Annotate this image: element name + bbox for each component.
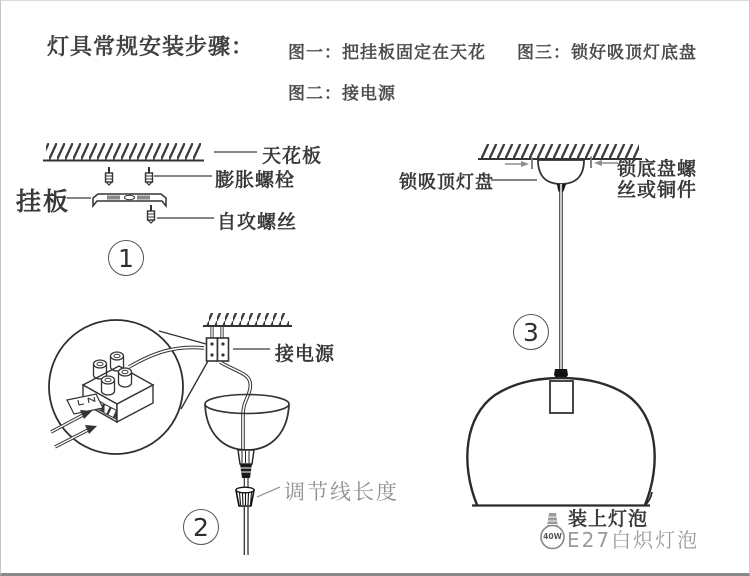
label-connect-power: 接电源	[275, 343, 336, 365]
caption-fig2: 图二：接电源	[288, 84, 396, 104]
ceiling-hatch-icon	[478, 144, 642, 159]
pendant-cord-icon	[244, 506, 248, 555]
canopy-cup-icon	[205, 395, 289, 451]
caption-fig3: 图三：锁好吸顶灯底盘	[517, 43, 697, 63]
ceiling-hatch-icon	[203, 313, 292, 326]
self-tapping-screw-icon	[148, 205, 155, 223]
cord-adjuster-icon	[236, 487, 254, 506]
label-expansion-bolt: 膨胀螺栓	[215, 169, 296, 191]
expansion-bolt-icon	[106, 167, 153, 185]
wire-arrows-icon	[51, 410, 97, 447]
magnifier-pointer-line	[181, 361, 208, 409]
fig3-diagram	[467, 144, 654, 549]
label-ceiling-board: 天花板	[262, 145, 323, 167]
page-title: 灯具常规安装步骤：	[47, 35, 255, 60]
label-self-tapping-screw: 自攻螺丝	[217, 211, 298, 233]
leader-adjust-wire	[257, 487, 280, 497]
label-lock-base-line2: 丝或铜件	[617, 179, 698, 201]
caption-fig1: 图一：把挂板固定在天花	[288, 43, 486, 63]
label-bulb-spec: E27白炽灯泡	[567, 528, 700, 552]
hanging-plate-icon	[93, 194, 166, 206]
ceiling-hatch-icon	[43, 143, 204, 161]
step-number-1: 1	[108, 240, 144, 276]
bulb-wattage: 40W	[543, 532, 562, 541]
power-terminal-icon	[207, 327, 229, 361]
label-lock-ceiling-plate: 锁吸顶灯盘	[399, 172, 494, 193]
label-adjust-wire-length: 调节线长度	[284, 480, 399, 504]
step-number-2: 2	[183, 509, 219, 545]
label-install-bulb: 装上灯泡	[568, 508, 649, 530]
cord-grip-icon	[238, 450, 254, 490]
fig2-diagram	[49, 313, 292, 555]
step-number-3: 3	[513, 314, 549, 350]
label-hanging-plate: 挂板	[16, 187, 71, 216]
label-lock-base-line1: 锁底盘螺	[617, 158, 698, 180]
bulb-icon	[541, 513, 564, 549]
lampshade-dome-icon	[467, 378, 654, 506]
label-lock-base-screws	[617, 159, 697, 201]
